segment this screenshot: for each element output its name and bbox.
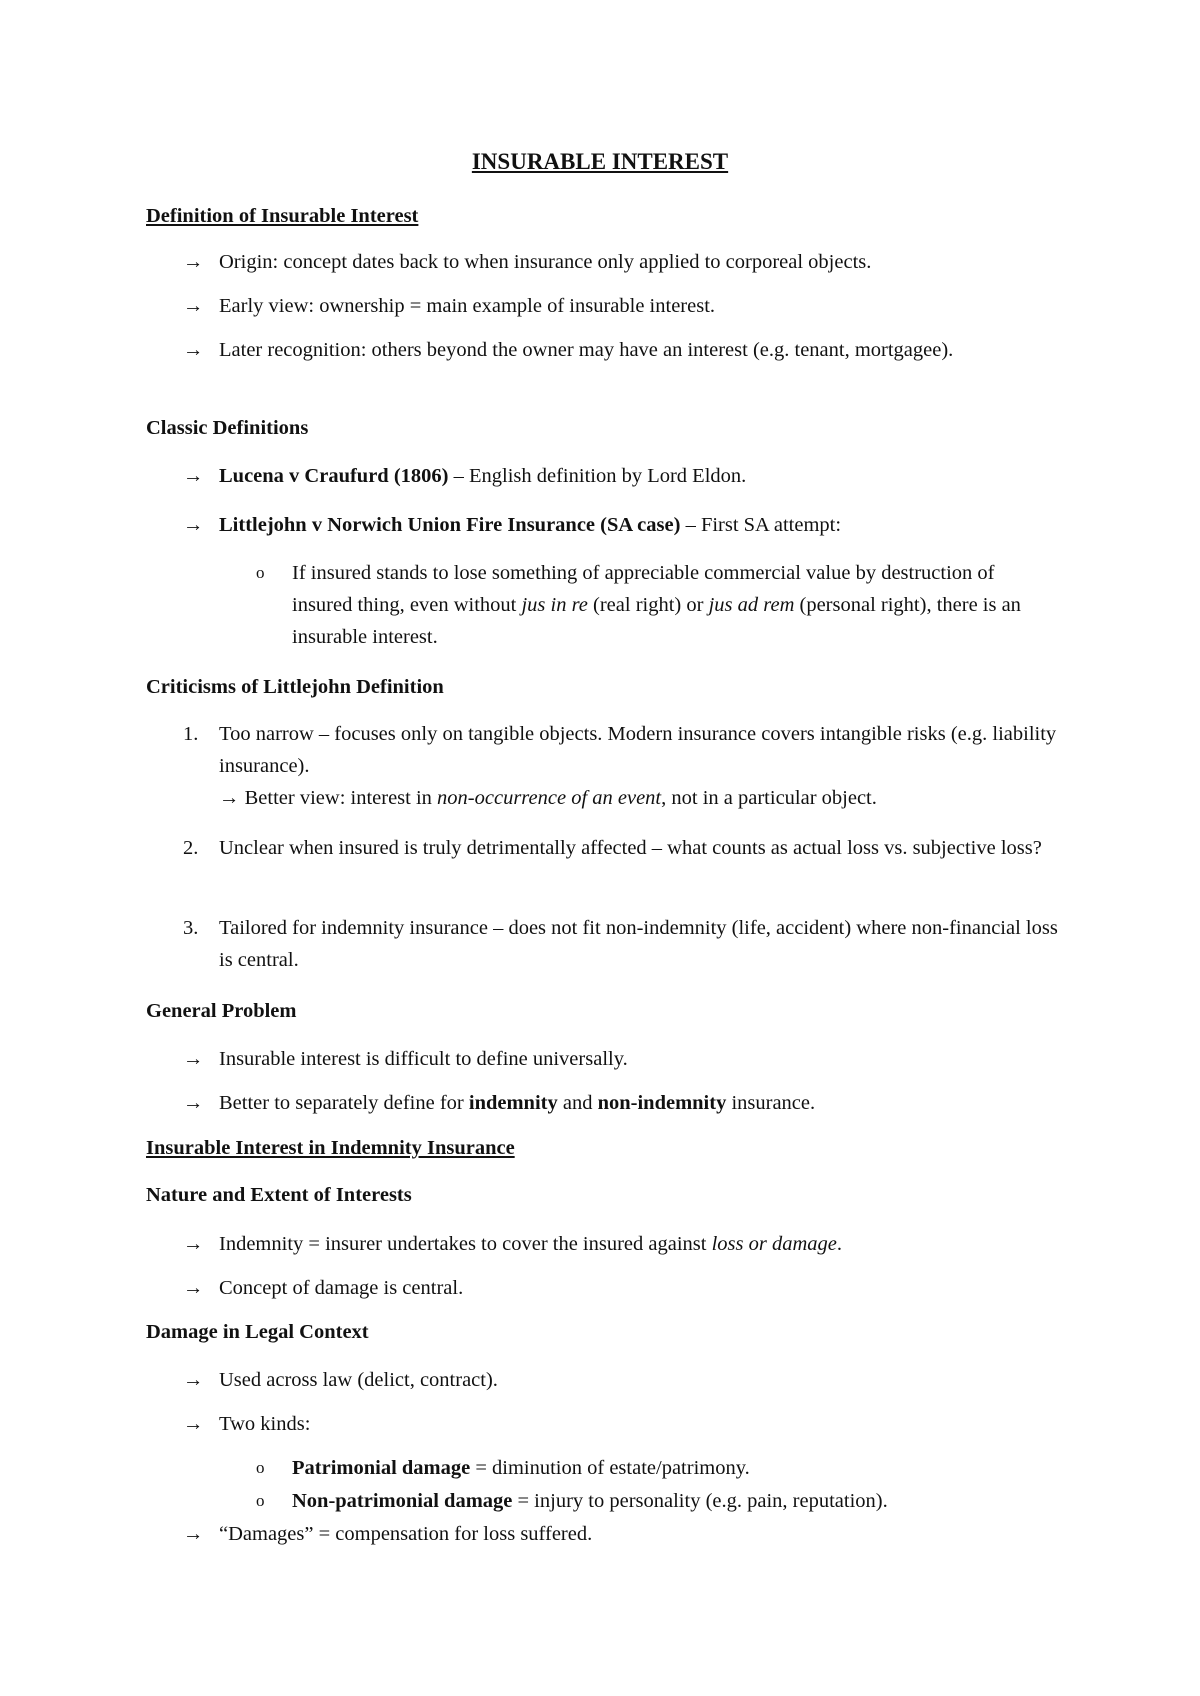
text-run: Better to separately define for bbox=[219, 1092, 469, 1114]
arrow-icon: → bbox=[183, 1277, 204, 1299]
bold-term: Patrimonial damage bbox=[292, 1457, 471, 1479]
numbered-item-text: Unclear when insured is truly detrimentally affected – what counts as actual loss vs. subjective loss? bbox=[219, 837, 1042, 859]
text-run: insurance. bbox=[726, 1092, 816, 1114]
text-run: = injury to personality (e.g. pain, reputation). bbox=[512, 1490, 888, 1512]
list-number: 2. bbox=[183, 837, 199, 859]
text-run: Too narrow – focuses only on tangible objects. Modern insurance covers intangible risks (e.g. liability insurance). bbox=[219, 723, 1057, 777]
arrow-icon: → bbox=[183, 1369, 204, 1391]
text-run: and bbox=[557, 1092, 598, 1114]
heading-criticisms: Criticisms of Littlejohn Definition bbox=[146, 676, 444, 698]
arrow-icon: → bbox=[183, 339, 204, 361]
case-description: – First SA attempt: bbox=[680, 514, 842, 536]
bold-term: indemnity bbox=[468, 1092, 558, 1114]
arrow-icon: → bbox=[183, 465, 204, 487]
list-item-text: Early view: ownership = main example of insurable interest. bbox=[219, 295, 716, 317]
text-run: (personal right), there is an insurable interest. bbox=[292, 594, 1021, 648]
heading-indemnity-insurance: Insurable Interest in Indemnity Insurance bbox=[146, 1137, 515, 1159]
list-item-text: Origin: concept dates back to when insurance only applied to corporeal objects. bbox=[219, 251, 872, 273]
text-run: If insured stands to lose something of appreciable commercial value by destruction of insured thing, even without bbox=[292, 562, 995, 616]
list-item-text bbox=[219, 1228, 1059, 1260]
case-name: Littlejohn v Norwich Union Fire Insurance (SA case) bbox=[219, 514, 681, 536]
latin-term: jus ad rem bbox=[708, 594, 795, 616]
list-item-text: Concept of damage is central. bbox=[219, 1277, 464, 1299]
arrow-icon: → bbox=[183, 295, 204, 317]
list-item-text: “Damages” = compensation for loss suffered. bbox=[219, 1523, 593, 1545]
heading-damage-legal-context: Damage in Legal Context bbox=[146, 1321, 369, 1343]
text-run: Indemnity = insurer undertakes to cover the insured against bbox=[219, 1233, 712, 1255]
case-description: – English definition by Lord Eldon. bbox=[448, 465, 747, 487]
arrow-icon: → bbox=[183, 514, 204, 536]
list-item-text bbox=[219, 509, 1059, 541]
arrow-icon: → bbox=[183, 1092, 204, 1114]
arrow-icon: → bbox=[183, 1413, 204, 1435]
arrow-icon: → bbox=[183, 1523, 204, 1545]
list-item-text: Used across law (delict, contract). bbox=[219, 1369, 498, 1391]
circle-bullet-icon: o bbox=[256, 563, 265, 582]
arrow-icon: → bbox=[183, 1048, 204, 1070]
list-item-text: Insurable interest is difficult to define universally. bbox=[219, 1048, 628, 1070]
text-run: → Better view: interest in bbox=[219, 787, 438, 809]
numbered-item-text: Tailored for indemnity insurance – does not fit non-indemnity (life, accident) where non-financial loss is central. bbox=[219, 917, 1058, 971]
page-title: INSURABLE INTEREST bbox=[471, 149, 729, 174]
emphasis: loss or damage bbox=[711, 1233, 837, 1255]
list-item-text: Later recognition: others beyond the owner may have an interest (e.g. tenant, mortgagee). bbox=[219, 339, 954, 361]
sub-list-item-text bbox=[292, 557, 1056, 653]
circle-bullet-icon: o bbox=[256, 1491, 265, 1510]
emphasis: non-occurrence of an event bbox=[437, 787, 662, 809]
text-run: . bbox=[836, 1233, 843, 1255]
case-name: Lucena v Craufurd (1806) bbox=[219, 465, 449, 487]
text-run: (real right) or bbox=[587, 594, 709, 616]
sub-list-item-text bbox=[292, 1452, 1056, 1484]
text-run: = diminution of estate/patrimony. bbox=[470, 1457, 750, 1479]
circle-bullet-icon: o bbox=[256, 1458, 265, 1477]
list-item-text: Two kinds: bbox=[219, 1413, 311, 1435]
list-number: 3. bbox=[183, 917, 199, 939]
heading-classic-definitions: Classic Definitions bbox=[146, 417, 309, 439]
list-item-text bbox=[219, 460, 1059, 492]
list-item-text bbox=[219, 1087, 1059, 1119]
bold-term: non-indemnity bbox=[597, 1092, 727, 1114]
arrow-icon: → bbox=[183, 1233, 204, 1255]
list-number: 1. bbox=[183, 723, 199, 745]
latin-term: jus in re bbox=[521, 594, 588, 616]
bold-term: Non-patrimonial damage bbox=[292, 1490, 513, 1512]
numbered-item-text bbox=[219, 718, 1059, 814]
sub-list-item-text bbox=[292, 1485, 1056, 1517]
heading-nature-extent: Nature and Extent of Interests bbox=[146, 1184, 412, 1206]
text-run: , not in a particular object. bbox=[661, 787, 877, 809]
heading-general-problem: General Problem bbox=[146, 1000, 297, 1022]
heading-definition: Definition of Insurable Interest bbox=[146, 205, 419, 227]
arrow-icon: → bbox=[183, 251, 204, 273]
